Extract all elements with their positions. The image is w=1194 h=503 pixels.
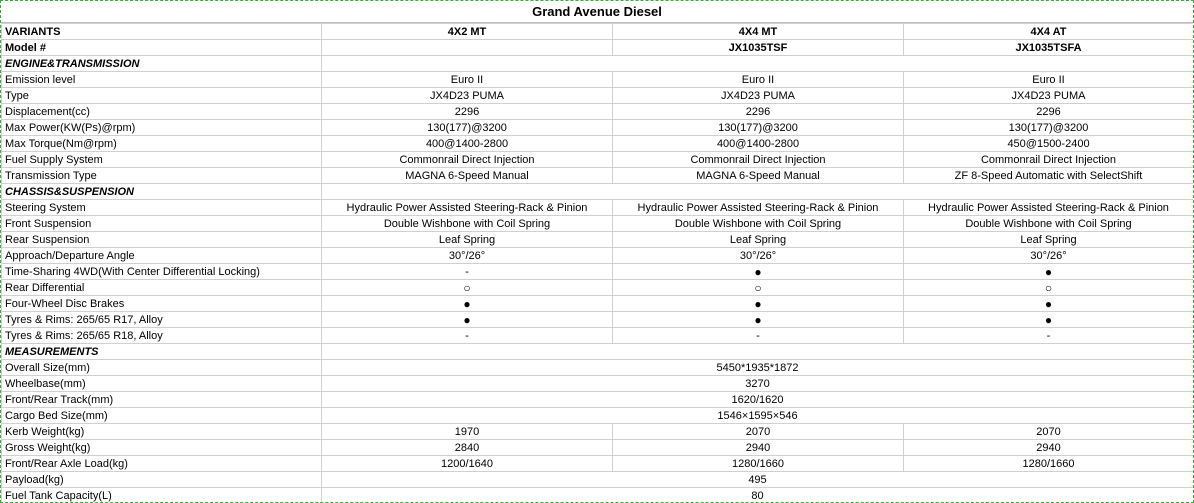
- row-value: Leaf Spring: [322, 232, 613, 248]
- table-row: [2, 168, 1194, 184]
- row-value: -: [904, 328, 1194, 344]
- section-fill: [322, 344, 1194, 360]
- row-value: Hydraulic Power Assisted Steering-Rack & Pinion: [613, 200, 904, 216]
- row-value: 2940: [613, 440, 904, 456]
- table-row: [2, 488, 1194, 503]
- row-label: Front/Rear Track(mm): [2, 392, 322, 408]
- table-row: [2, 376, 1194, 392]
- table-row: [2, 328, 1194, 344]
- row-value: 1970: [322, 424, 613, 440]
- row-label: Type: [2, 88, 322, 104]
- row-value: Double Wishbone with Coil Spring: [322, 216, 613, 232]
- table-row: [2, 296, 1194, 312]
- row-value: 2296: [613, 104, 904, 120]
- table-row: [2, 360, 1194, 376]
- row-value: JX1035TSFA: [904, 40, 1194, 56]
- row-label: Overall Size(mm): [2, 360, 322, 376]
- row-value: 2940: [904, 440, 1194, 456]
- row-label: Approach/Departure Angle: [2, 248, 322, 264]
- table-row: [2, 200, 1194, 216]
- row-value: 1546×1595×546: [322, 408, 1194, 424]
- table-row: [2, 24, 1194, 40]
- row-value: JX4D23 PUMA: [904, 88, 1194, 104]
- row-label: Payload(kg): [2, 472, 322, 488]
- filled-dot-icon: ●: [613, 264, 904, 280]
- row-label: VARIANTS: [2, 24, 322, 40]
- table-row: [2, 392, 1194, 408]
- table-row: [2, 248, 1194, 264]
- section-title: MEASUREMENTS: [2, 344, 322, 360]
- row-label: Displacement(cc): [2, 104, 322, 120]
- row-value: 30°/26°: [613, 248, 904, 264]
- row-label: Rear Suspension: [2, 232, 322, 248]
- row-value: -: [613, 328, 904, 344]
- row-value: 2070: [904, 424, 1194, 440]
- row-label: Time-Sharing 4WD(With Center Differential Locking): [2, 264, 322, 280]
- spec-table: [1, 23, 1194, 503]
- table-row: [2, 264, 1194, 280]
- section-header-row: [2, 56, 1194, 72]
- row-label: Four-Wheel Disc Brakes: [2, 296, 322, 312]
- filled-dot-icon: ●: [322, 312, 613, 328]
- row-value: -: [322, 264, 613, 280]
- table-row: [2, 216, 1194, 232]
- table-row: [2, 152, 1194, 168]
- empty-dot-icon: ○: [613, 280, 904, 296]
- row-label: Max Torque(Nm@rpm): [2, 136, 322, 152]
- row-value: 2296: [322, 104, 613, 120]
- row-label: Cargo Bed Size(mm): [2, 408, 322, 424]
- table-row: [2, 120, 1194, 136]
- empty-dot-icon: ○: [322, 280, 613, 296]
- row-value: Euro II: [904, 72, 1194, 88]
- table-row: [2, 136, 1194, 152]
- table-row: [2, 456, 1194, 472]
- row-value: 1200/1640: [322, 456, 613, 472]
- row-value: 30°/26°: [322, 248, 613, 264]
- row-value: ZF 8-Speed Automatic with SelectShift: [904, 168, 1194, 184]
- row-value: 400@1400-2800: [322, 136, 613, 152]
- table-row: [2, 40, 1194, 56]
- row-label: Emission level: [2, 72, 322, 88]
- row-value: Euro II: [322, 72, 613, 88]
- row-value: 2296: [904, 104, 1194, 120]
- row-label: Max Power(KW(Ps)@rpm): [2, 120, 322, 136]
- row-value: Leaf Spring: [613, 232, 904, 248]
- row-label: Kerb Weight(kg): [2, 424, 322, 440]
- row-label: Model #: [2, 40, 322, 56]
- row-value: 130(177)@3200: [904, 120, 1194, 136]
- spec-table-body: [2, 24, 1194, 503]
- row-value: Double Wishbone with Coil Spring: [613, 216, 904, 232]
- row-value: Euro II: [613, 72, 904, 88]
- row-label: Rear Differential: [2, 280, 322, 296]
- section-title: ENGINE&TRANSMISSION: [2, 56, 322, 72]
- table-row: [2, 312, 1194, 328]
- table-row: [2, 408, 1194, 424]
- row-value: 1620/1620: [322, 392, 1194, 408]
- filled-dot-icon: ●: [322, 296, 613, 312]
- table-row: [2, 280, 1194, 296]
- section-header-row: [2, 184, 1194, 200]
- filled-dot-icon: ●: [613, 312, 904, 328]
- row-value: JX4D23 PUMA: [322, 88, 613, 104]
- row-value: 1280/1660: [613, 456, 904, 472]
- row-value: 130(177)@3200: [322, 120, 613, 136]
- filled-dot-icon: ●: [613, 296, 904, 312]
- row-label: Fuel Tank Capacity(L): [2, 488, 322, 503]
- table-row: [2, 72, 1194, 88]
- row-value: 30°/26°: [904, 248, 1194, 264]
- row-label: Transmission Type: [2, 168, 322, 184]
- row-value: 400@1400-2800: [613, 136, 904, 152]
- row-value: 4X2 MT: [322, 24, 613, 40]
- row-value: 3270: [322, 376, 1194, 392]
- row-value: Leaf Spring: [904, 232, 1194, 248]
- section-header-row: [2, 344, 1194, 360]
- row-label: Gross Weight(kg): [2, 440, 322, 456]
- row-value: 80: [322, 488, 1194, 503]
- table-row: [2, 104, 1194, 120]
- row-value: 1280/1660: [904, 456, 1194, 472]
- row-label: Wheelbase(mm): [2, 376, 322, 392]
- row-label: Steering System: [2, 200, 322, 216]
- row-value: 450@1500-2400: [904, 136, 1194, 152]
- row-value: JX4D23 PUMA: [613, 88, 904, 104]
- table-row: [2, 232, 1194, 248]
- row-label: Tyres & Rims: 265/65 R17, Alloy: [2, 312, 322, 328]
- row-label: Tyres & Rims: 265/65 R18, Alloy: [2, 328, 322, 344]
- empty-dot-icon: ○: [904, 280, 1194, 296]
- row-value: -: [322, 328, 613, 344]
- row-value: MAGNA 6-Speed Manual: [322, 168, 613, 184]
- section-fill: [322, 184, 1194, 200]
- row-label: Front Suspension: [2, 216, 322, 232]
- row-value: 495: [322, 472, 1194, 488]
- row-value: 130(177)@3200: [613, 120, 904, 136]
- row-value: JX1035TSF: [613, 40, 904, 56]
- row-value: Hydraulic Power Assisted Steering-Rack & Pinion: [322, 200, 613, 216]
- filled-dot-icon: ●: [904, 264, 1194, 280]
- table-row: [2, 88, 1194, 104]
- section-fill: [322, 56, 1194, 72]
- row-value: Commonrail Direct Injection: [322, 152, 613, 168]
- row-value: 4X4 AT: [904, 24, 1194, 40]
- filled-dot-icon: ●: [904, 296, 1194, 312]
- table-row: [2, 424, 1194, 440]
- row-label: Front/Rear Axle Load(kg): [2, 456, 322, 472]
- row-label: Fuel Supply System: [2, 152, 322, 168]
- row-value: 2070: [613, 424, 904, 440]
- row-value: Commonrail Direct Injection: [904, 152, 1194, 168]
- row-value: Double Wishbone with Coil Spring: [904, 216, 1194, 232]
- row-value: 2840: [322, 440, 613, 456]
- row-value: 5450*1935*1872: [322, 360, 1194, 376]
- row-value: MAGNA 6-Speed Manual: [613, 168, 904, 184]
- row-value: Hydraulic Power Assisted Steering-Rack & Pinion: [904, 200, 1194, 216]
- table-row: [2, 472, 1194, 488]
- filled-dot-icon: ●: [904, 312, 1194, 328]
- section-title: CHASSIS&SUSPENSION: [2, 184, 322, 200]
- row-value: Commonrail Direct Injection: [613, 152, 904, 168]
- sheet-title: Grand Avenue Diesel: [1, 1, 1193, 23]
- table-row: [2, 440, 1194, 456]
- row-value: 4X4 MT: [613, 24, 904, 40]
- row-value: [322, 40, 613, 56]
